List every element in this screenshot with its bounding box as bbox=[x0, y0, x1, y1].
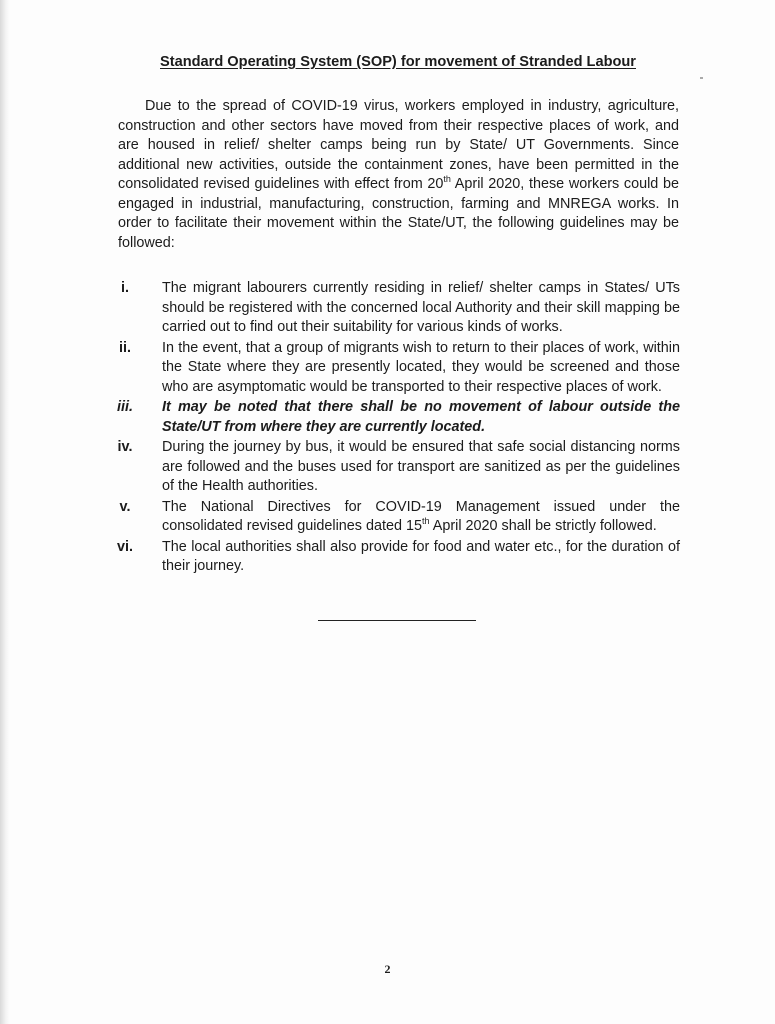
guideline-item bbox=[108, 279, 680, 338]
list-marker: ii. bbox=[119, 339, 131, 356]
list-marker: v. bbox=[119, 498, 131, 515]
intro-superscript: th bbox=[443, 174, 451, 185]
intro-paragraph bbox=[118, 97, 679, 253]
guideline-text: In the event, that a group of migrants wish to return to their places of work, within the State where they are presently located, they would be screened and those who are asymptomatic would be transported to their respective places of work. bbox=[162, 339, 680, 395]
page-number: 2 bbox=[384, 962, 391, 976]
guideline-text-part1: The National Directives for COVID-19 Management issued under the consolidated revised guidelines dated 15 bbox=[162, 498, 680, 534]
intro-text-part1: Due to the spread of COVID-19 virus, workers employed in industry, agriculture, construction and other sectors have moved from their respective places of work, and are housed in relief/ shelter camps being run by State/ UT Governments. Since additional new activities, outside the containment zones, have been permitted in the consolidated revised guidelines with effect from 20 bbox=[118, 98, 679, 192]
scanned-page-edge bbox=[0, 0, 10, 1024]
guideline-item bbox=[108, 498, 680, 537]
guideline-text: During the journey by bus, it would be ensured that safe social distancing norms are followed and the buses used for transport are sanitized as per the guidelines of the Health authorities. bbox=[162, 439, 680, 494]
guideline-item bbox=[108, 438, 680, 497]
list-marker: vi. bbox=[117, 538, 133, 555]
intro-text-part2: April 2020, these workers could be engaged in industrial, manufacturing, construction, farming and MNREGA works. In order to facilitate their movement within the State/UT, the following guidelines may be followed: bbox=[118, 176, 679, 251]
end-of-text-rule bbox=[318, 620, 476, 621]
scan-speck bbox=[700, 77, 703, 79]
guideline-text: The migrant labourers currently residing in relief/ shelter camps in States/ UTs should be registered with the concerned local Authority and their skill mapping be carried out to find out their suitability for various kinds of works. bbox=[162, 280, 680, 335]
guideline-superscript: th bbox=[422, 516, 430, 527]
guideline-text bbox=[162, 499, 680, 535]
guideline-item bbox=[108, 538, 680, 577]
guideline-item bbox=[108, 339, 680, 398]
guideline-text-part2: April 2020 shall be strictly followed. bbox=[429, 518, 657, 534]
document-title: Standard Operating System (SOP) for movement of Stranded Labour bbox=[160, 54, 636, 70]
guidelines-list bbox=[108, 279, 680, 577]
guideline-item-emphasized bbox=[108, 398, 680, 437]
guideline-text: It may be noted that there shall be no movement of labour outside the State/UT from where they are currently located. bbox=[162, 399, 680, 435]
list-marker: iii. bbox=[117, 399, 133, 415]
guideline-text: The local authorities shall also provide for food and water etc., for the duration of their journey. bbox=[162, 538, 680, 574]
list-marker: iv. bbox=[117, 439, 133, 455]
list-marker: i. bbox=[121, 280, 129, 296]
